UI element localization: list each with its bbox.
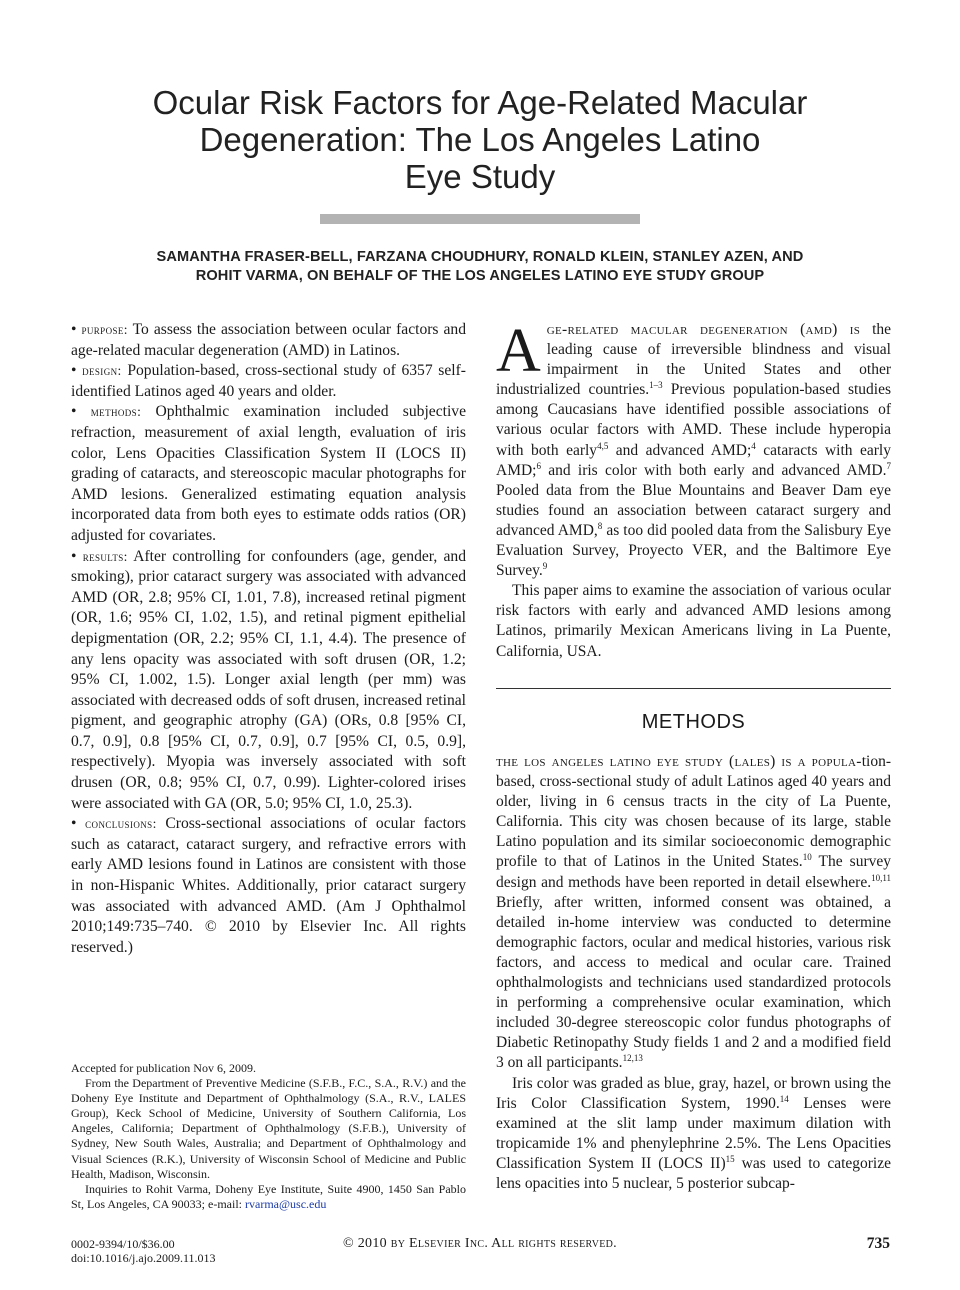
authors-line-1: SAMANTHA FRASER-BELL, FARZANA CHOUDHURY, RONALD KLEIN, STANLEY AZEN, AND xyxy=(156,249,804,265)
intro-lead-smallcaps: ge-related macular degeneration (amd) is xyxy=(546,321,861,338)
results-label: results: xyxy=(82,548,128,564)
title-line-3: Eye Study xyxy=(404,158,556,195)
methods-text: was used to categorize lens opacities into 5 nuclear, 5 posterior subcap- xyxy=(496,1154,892,1192)
journal-citation: (Am J Ophthalmol 2010;149:735–740. © 2010 by Elsevier Inc. All rights reserved.) xyxy=(71,897,466,956)
reference-link[interactable]: 1–3 xyxy=(649,380,663,391)
design-label: design: xyxy=(82,363,122,379)
footer-identifiers xyxy=(71,1237,216,1265)
introduction xyxy=(496,317,892,662)
intro-text: Pooled data from the Blue Mountains and Beaver Dam eye studies found an association between cataract surgery and advanced AMD, xyxy=(496,481,891,539)
intro-text: Previous population-based studies among Caucasians have identified possible associations of various ocular factors with AMD. These include hyperopia with both early xyxy=(496,381,891,459)
conclusions-label: conclusions: xyxy=(85,816,157,832)
title-line-2: Degeneration: The Los Angeles Latino xyxy=(199,121,761,158)
abstract-results xyxy=(71,547,466,815)
footnotes xyxy=(71,1061,466,1212)
reference-link[interactable]: 10 xyxy=(802,852,812,863)
methods-text: Ophthalmic examination included subjective refraction, measurement of axial length, evaluation of iris color, Lens Opacities Classification System II (LOCS II) grading of cataracts, and stereoscopic macular photographs for AMD lesions. Generalized estimating equation analysis incorporated data from both eyes to estimate odds ratios (OR) adjusted for covariates. xyxy=(71,403,466,544)
issn: 0002-9394/10/$36.00 xyxy=(71,1237,175,1251)
reference-link[interactable]: 12,13 xyxy=(622,1053,643,1064)
intro-text: the leading cause of irreversible blindness and visual impairment in the United States and other industrialized countries. xyxy=(496,321,892,399)
title-divider-bar xyxy=(320,214,640,224)
intro-paragraph-1 xyxy=(496,317,892,581)
reference-link[interactable]: 4,5 xyxy=(597,440,609,451)
results-text: After controlling for confounders (age, gender, and smoking), prior cataract surgery was associated with advanced AMD (OR, 2.8; 95% CI, 1.01, 7.8), increased retinal pigment (OR, 1.6; 95% CI, 1.02, 1.5), and retinal pigment epithelial depigmentation (OR, 2.2; 95% CI, 1.1, 4.4). The presence of any lens opacity was associated with soft drusen (OR, 1.2; 95% CI, 1.002, 1.5). Longer axial length (per mm) was associated with decreased odds of soft drusen, increased retinal pigment, and geographic atrophy (GA) (ORs, 0.8 [95% CI, 0.7, 0.9], 0.8 [95% CI, 0.7, 0.9], 0.7 [95% CI, 0.5, 0.9], respectively). Myopia was inversely associated with soft drusen (OR, 0.8; 95% CI, 0.7, 0.99). Lighter-colored irises were associated with GA (OR, 5.0; 95% CI, 1.0, 25.3). xyxy=(71,547,466,812)
methods-text: Lenses were examined at the slit lamp under maximum dilation with tropicamide 1% and phenylephrine 2.5%. The Lens Opacities Classification System II (LOCS II) xyxy=(496,1094,892,1172)
methods-text: Briefly, after written, informed consent was obtained, a detailed in-home interview was conducted to determine demographic factors, ocular and medical histories, various risk factors, and access to medical and ocular care. Trained ophthalmologists and technicians used standardized protocols in performing a comprehensive ocular examination, which included 30-degree stereoscopic color fundus photographs of Diabetic Retinopathy Study fields 1 and 2 and a modified field 3 on all participants. xyxy=(496,893,891,1072)
affiliations: From the Department of Preventive Medicine (S.F.B., F.C., S.A., R.V.) and the Doheny Eye Institute and Department of Ophthalmology (S.A., R.V., LALES Group), Keck School of Medicine, University of Southern California, Los Angeles, California; Department of Ophthalmology (S.F.B.), University of Sydney, New South Wales, Australia; and Department of Ophthalmology and Visual Sciences (R.K.), University of Wisconsin School of Medicine and Public Health, Madison, Wisconsin. xyxy=(71,1076,466,1181)
bullet: • xyxy=(71,362,77,380)
methods-text: Iris color was graded as blue, gray, hazel, or brown using the Iris Color Classification System, 1990. xyxy=(496,1074,891,1112)
reference-link[interactable]: 7 xyxy=(886,460,892,471)
reference-link[interactable]: 4 xyxy=(751,440,756,451)
footer-copyright: © 2010 by Elsevier Inc. All rights reserved. xyxy=(343,1236,617,1251)
abstract xyxy=(71,320,466,958)
article-title xyxy=(100,84,860,195)
page-number: 735 xyxy=(866,1235,890,1252)
intro-text: cataracts with early AMD; xyxy=(496,441,891,479)
title-line-1: Ocular Risk Factors for Age-Related Macular xyxy=(152,84,808,121)
intro-text: and iris color with both early and advanced AMD. xyxy=(548,461,887,479)
drop-cap: A xyxy=(496,317,541,385)
purpose-text: To assess the association between ocular factors and age-related macular degeneration (AMD) in Latinos. xyxy=(71,321,466,359)
reference-link[interactable]: 14 xyxy=(779,1093,789,1104)
reference-link[interactable]: 6 xyxy=(536,460,541,471)
bullet: • xyxy=(71,321,77,338)
abstract-purpose xyxy=(71,320,466,361)
bullet: • xyxy=(71,547,77,565)
bullet: • xyxy=(71,815,77,833)
doi: doi:10.1016/j.ajo.2009.11.013 xyxy=(71,1251,216,1265)
inquiries-text: Inquiries to Rohit Varma, Doheny Eye Institute, Suite 4900, 1450 San Pablo St, Los Angeles, CA 90033; e-mail: xyxy=(71,1181,466,1211)
methods-section xyxy=(496,752,891,1194)
methods-text: tion-based, cross-sectional study of adult Latinos aged 40 years and older, living in 6 census tracts in the city of La Puente, California. This city was chosen because of its large, stable Latino population and its similar socioeconomic demographic profile to that of Latinos in the United States. xyxy=(496,753,891,871)
reference-link[interactable]: 10,11 xyxy=(871,872,891,883)
email-link[interactable]: rvarma@usc.edu xyxy=(245,1196,327,1211)
methods-lead-smallcaps: the los angeles latino eye study (lales) is a popula- xyxy=(496,753,862,770)
reference-link[interactable]: 8 xyxy=(597,520,603,531)
methods-text: The survey design and methods have been reported in detail elsewhere. xyxy=(496,853,891,891)
correspondence xyxy=(71,1182,466,1212)
abstract-methods xyxy=(71,402,466,546)
reference-link[interactable]: 9 xyxy=(542,560,548,571)
authors-line-2: ROHIT VARMA, ON BEHALF OF THE LOS ANGELES LATINO EYE STUDY GROUP xyxy=(195,268,765,284)
design-text: Population-based, cross-sectional study of 6357 self-identified Latinos aged 40 years and older. xyxy=(71,362,466,400)
reference-link[interactable]: 15 xyxy=(725,1153,735,1164)
purpose-label: purpose: xyxy=(81,322,128,337)
methods-paragraph-2 xyxy=(496,1074,891,1195)
section-divider xyxy=(496,688,891,689)
intro-text: and advanced AMD; xyxy=(615,441,752,459)
accepted-date: Accepted for publication Nov 6, 2009. xyxy=(71,1061,256,1075)
methods-label: methods: xyxy=(90,404,142,420)
intro-paragraph-2: This paper aims to examine the association of various ocular risk factors with early and advanced AMD lesions among Latinos, primarily Mexican Americans living in La Puente, California, USA. xyxy=(496,582,891,660)
author-list xyxy=(80,248,880,286)
bullet: • xyxy=(71,403,77,421)
abstract-design xyxy=(71,361,466,402)
conclusions-text: Cross-sectional associations of ocular factors such as cataract, cataract surgery, and refractive errors with early AMD lesions found in Latinos are consistent with those in non-Hispanic Whites. Additionally, prior cataract surgery was associated with advanced AMD. xyxy=(71,815,466,915)
intro-text: as too did pooled data from the Salisbury Eye Evaluation Survey, Proyecto VER, and the Baltimore Eye Survey. xyxy=(496,521,891,580)
abstract-conclusions xyxy=(71,814,466,958)
methods-heading: METHODS xyxy=(641,711,746,733)
methods-paragraph-1 xyxy=(496,752,891,1074)
